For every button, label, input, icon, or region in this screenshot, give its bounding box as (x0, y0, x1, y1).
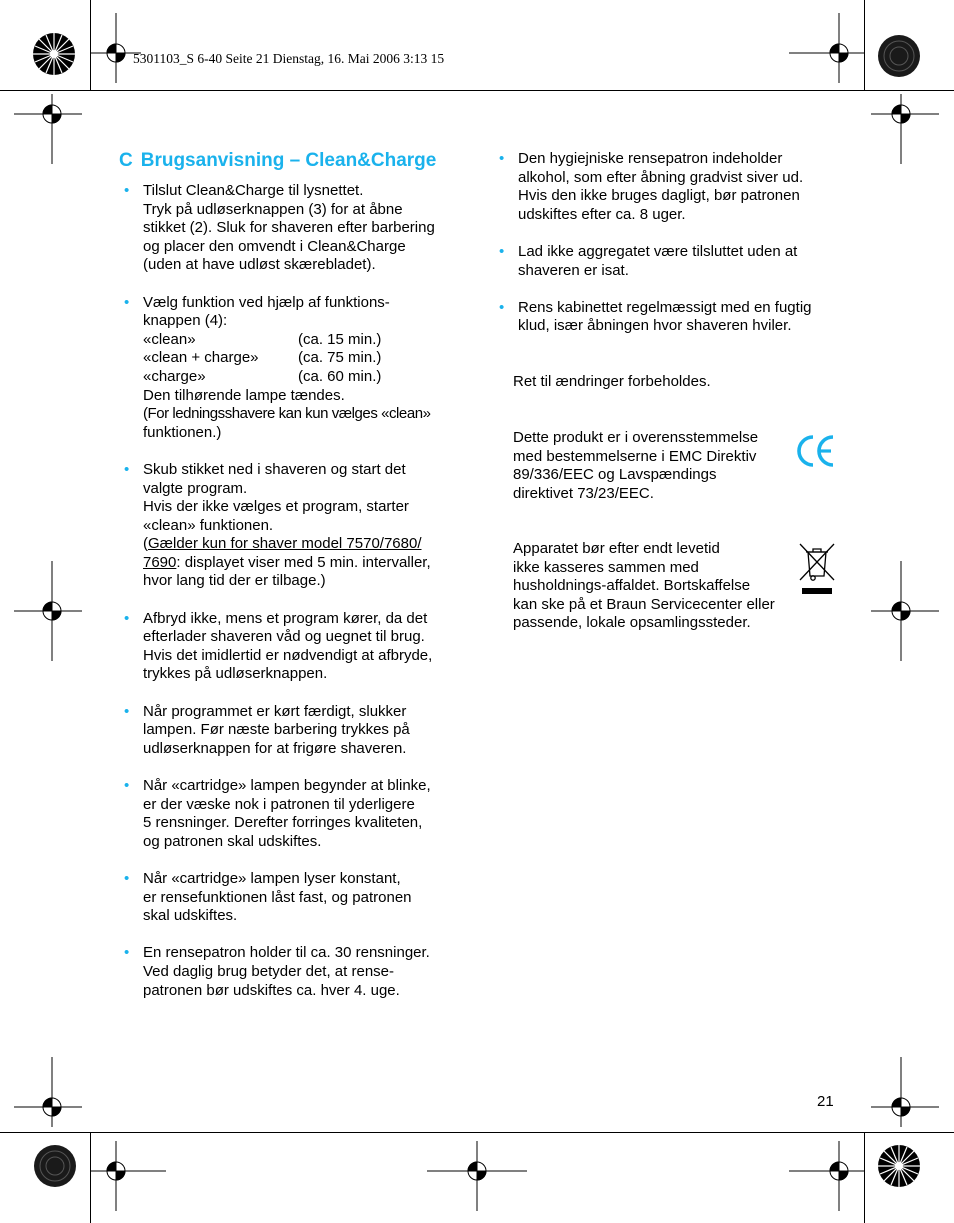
list-item (119, 777, 469, 851)
paren: ( (143, 535, 148, 553)
bullet: • (124, 460, 130, 478)
text-line: Skub stikket ned i shaveren og start det (143, 460, 406, 478)
mode-time: (ca. 75 min.) (298, 349, 382, 367)
text-line (143, 535, 469, 554)
section-heading (119, 150, 469, 172)
text-line: En rensepatron holder til ca. 30 rensninger. (143, 944, 430, 962)
registration-mark-right-upper (871, 94, 939, 164)
registration-mark-bottom-right (789, 1141, 864, 1211)
text-line: direktivet 73/23/EEC. (513, 484, 654, 502)
text-line: Hvis den ikke bruges dagligt, bør patronen (518, 187, 800, 205)
text-line: (uden at have udløst skærebladet). (143, 256, 376, 274)
list-item (119, 461, 469, 591)
list-item (494, 299, 839, 336)
text-line: Tilslut Clean&Charge til lysnettet. (143, 182, 364, 199)
text-line: trykkes på udløserknappen. (143, 665, 328, 683)
star-target-bottom-left (34, 1145, 76, 1187)
bullet: • (124, 702, 130, 720)
list-item (494, 150, 839, 224)
bullet: • (499, 298, 505, 316)
registration-mark-bottom-left (91, 1141, 166, 1211)
mode-row (143, 349, 469, 368)
text-line: Ved daglig brug betyder det, at rense- (143, 962, 395, 980)
registration-mark-bottom-center (427, 1141, 527, 1211)
text-line: kan ske på et Braun Servicecenter eller (513, 595, 775, 613)
ce-declaration (513, 429, 758, 503)
text-line: passende, lokale opsamlingssteder. (513, 614, 751, 632)
text-line: og placer den omvendt i Clean&Charge (143, 237, 406, 255)
text-line: hvor lang tid der er tilbage.) (143, 572, 326, 590)
registration-mark-left-middle (14, 561, 82, 661)
text-line: Lad ikke aggregatet være tilsluttet uden at (518, 242, 798, 260)
right-column (494, 150, 839, 355)
list-item (494, 243, 839, 280)
bullet: • (499, 242, 505, 260)
text-line: knappen (4): (143, 312, 228, 330)
registration-mark-top-right (789, 13, 864, 83)
text-line: med bestemmelserne i EMC Direktiv (513, 447, 757, 465)
registration-mark-right-middle (871, 561, 939, 661)
list-item (119, 870, 469, 926)
text-line: funktionen.) (143, 423, 222, 441)
text-line: klud, især åbningen hvor shaveren hviler. (518, 317, 792, 335)
text-line: husholdnings-affaldet. Bortskaffelse (513, 577, 751, 595)
model-note: Gælder kun for shaver model 7570/7680/ (148, 535, 422, 553)
text-line: Den hygiejniske rensepatron indeholder (518, 150, 783, 167)
mode-row (143, 368, 469, 387)
text-line: og patronen skal udskiftes. (143, 832, 322, 850)
bullet: • (124, 182, 130, 199)
text-line: skal udskiftes. (143, 907, 238, 925)
text-line: Dette produkt er i overensstemmelse (513, 429, 759, 446)
text-line (143, 554, 469, 573)
mode-time: (ca. 60 min.) (298, 367, 382, 385)
registration-mark-top-left (91, 13, 141, 83)
text-line: 5 rensninger. Derefter forringes kvaliteten, (143, 814, 423, 832)
page-number: 21 (817, 1093, 834, 1110)
text-line: stikket (2). Sluk for shaveren efter barbering (143, 219, 435, 237)
list-item (119, 703, 469, 759)
text-line: alkohol, som efter åbning gradvist siver ud. (518, 168, 804, 186)
mode-name: «clean» (143, 330, 196, 348)
text-line: ikke kasseres sammen med (513, 558, 699, 576)
text-line: «clean» funktionen. (143, 516, 274, 534)
text-line: (For ledningsshavere kan kun vælges «clean» (143, 405, 431, 423)
list-item (119, 944, 469, 1000)
text-line: patronen bør udskiftes ca. hver 4. uge. (143, 981, 400, 999)
text-line: Tryk på udløserknappen (3) for at åbne (143, 200, 403, 218)
change-notice: Ret til ændringer forbeholdes. (513, 373, 711, 390)
star-target-top-right (878, 35, 920, 77)
text-line: efterlader shaveren våd og uegnet til brug. (143, 628, 425, 646)
crossed-out-bin-icon (798, 542, 836, 596)
list-item (119, 182, 469, 275)
registration-mark-right-lower (871, 1057, 939, 1127)
print-slug: 5301103_S 6-40 Seite 21 Dienstag, 16. Mai 2006 3:13 15 (133, 51, 445, 66)
bullet: • (124, 293, 130, 311)
model-note: 7690 (143, 553, 177, 571)
text-line: Rens kabinettet regelmæssigt med en fugtig (518, 298, 812, 316)
text-line: Hvis det imidlertid er nødvendigt at afbryde, (143, 646, 433, 664)
list-item (119, 294, 469, 443)
text-line: er rensefunktionen låst fast, og patronen (143, 888, 412, 906)
text-line: Vælg funktion ved hjælp af funktions- (143, 293, 390, 311)
bullet: • (124, 609, 130, 627)
mode-row (143, 331, 469, 350)
left-column (119, 150, 469, 1019)
text-line: lampen. Før næste barbering trykkes på (143, 721, 410, 739)
registration-mark-left-lower (14, 1057, 82, 1127)
disposal-notice (513, 540, 775, 633)
bullet: • (124, 869, 130, 887)
text-line: Apparatet bør efter endt levetid (513, 540, 720, 557)
text-line: udløserknappen for at frigøre shaveren. (143, 739, 407, 757)
text-line: er der væske nok i patronen til yderligere (143, 795, 415, 813)
list-item (119, 610, 469, 684)
mode-name: «clean + charge» (143, 349, 259, 367)
note-text: : displayet viser med 5 min. intervaller, (176, 553, 431, 571)
bullet: • (499, 150, 505, 167)
section-title: Brugsanvisning – Clean&Charge (140, 150, 437, 171)
bullet: • (124, 944, 130, 962)
text-line: Når «cartridge» lampen lyser konstant, (143, 869, 401, 887)
ce-mark-icon (796, 432, 836, 470)
bullet: • (124, 777, 130, 794)
text-line: Afbryd ikke, mens et program kører, da det (143, 609, 428, 627)
mode-time: (ca. 15 min.) (298, 330, 382, 348)
text-line: udskiftes efter ca. 8 uger. (518, 205, 686, 223)
text-line: 89/336/EEC og Lavspændings (513, 466, 717, 484)
text-line: Når «cartridge» lampen begynder at blinke, (143, 777, 431, 794)
text-line: Hvis der ikke vælges et program, starter (143, 498, 409, 516)
star-target-top-left (33, 33, 75, 75)
text-line: Den tilhørende lampe tændes. (143, 386, 345, 404)
text-line: Når programmet er kørt færdigt, slukker (143, 702, 407, 720)
text-line: valgte program. (143, 479, 248, 497)
star-target-bottom-right (878, 1145, 920, 1187)
registration-mark-left-upper (14, 94, 82, 164)
text-line: shaveren er isat. (518, 261, 629, 279)
mode-name: «charge» (143, 367, 206, 385)
section-letter: C (119, 150, 133, 171)
